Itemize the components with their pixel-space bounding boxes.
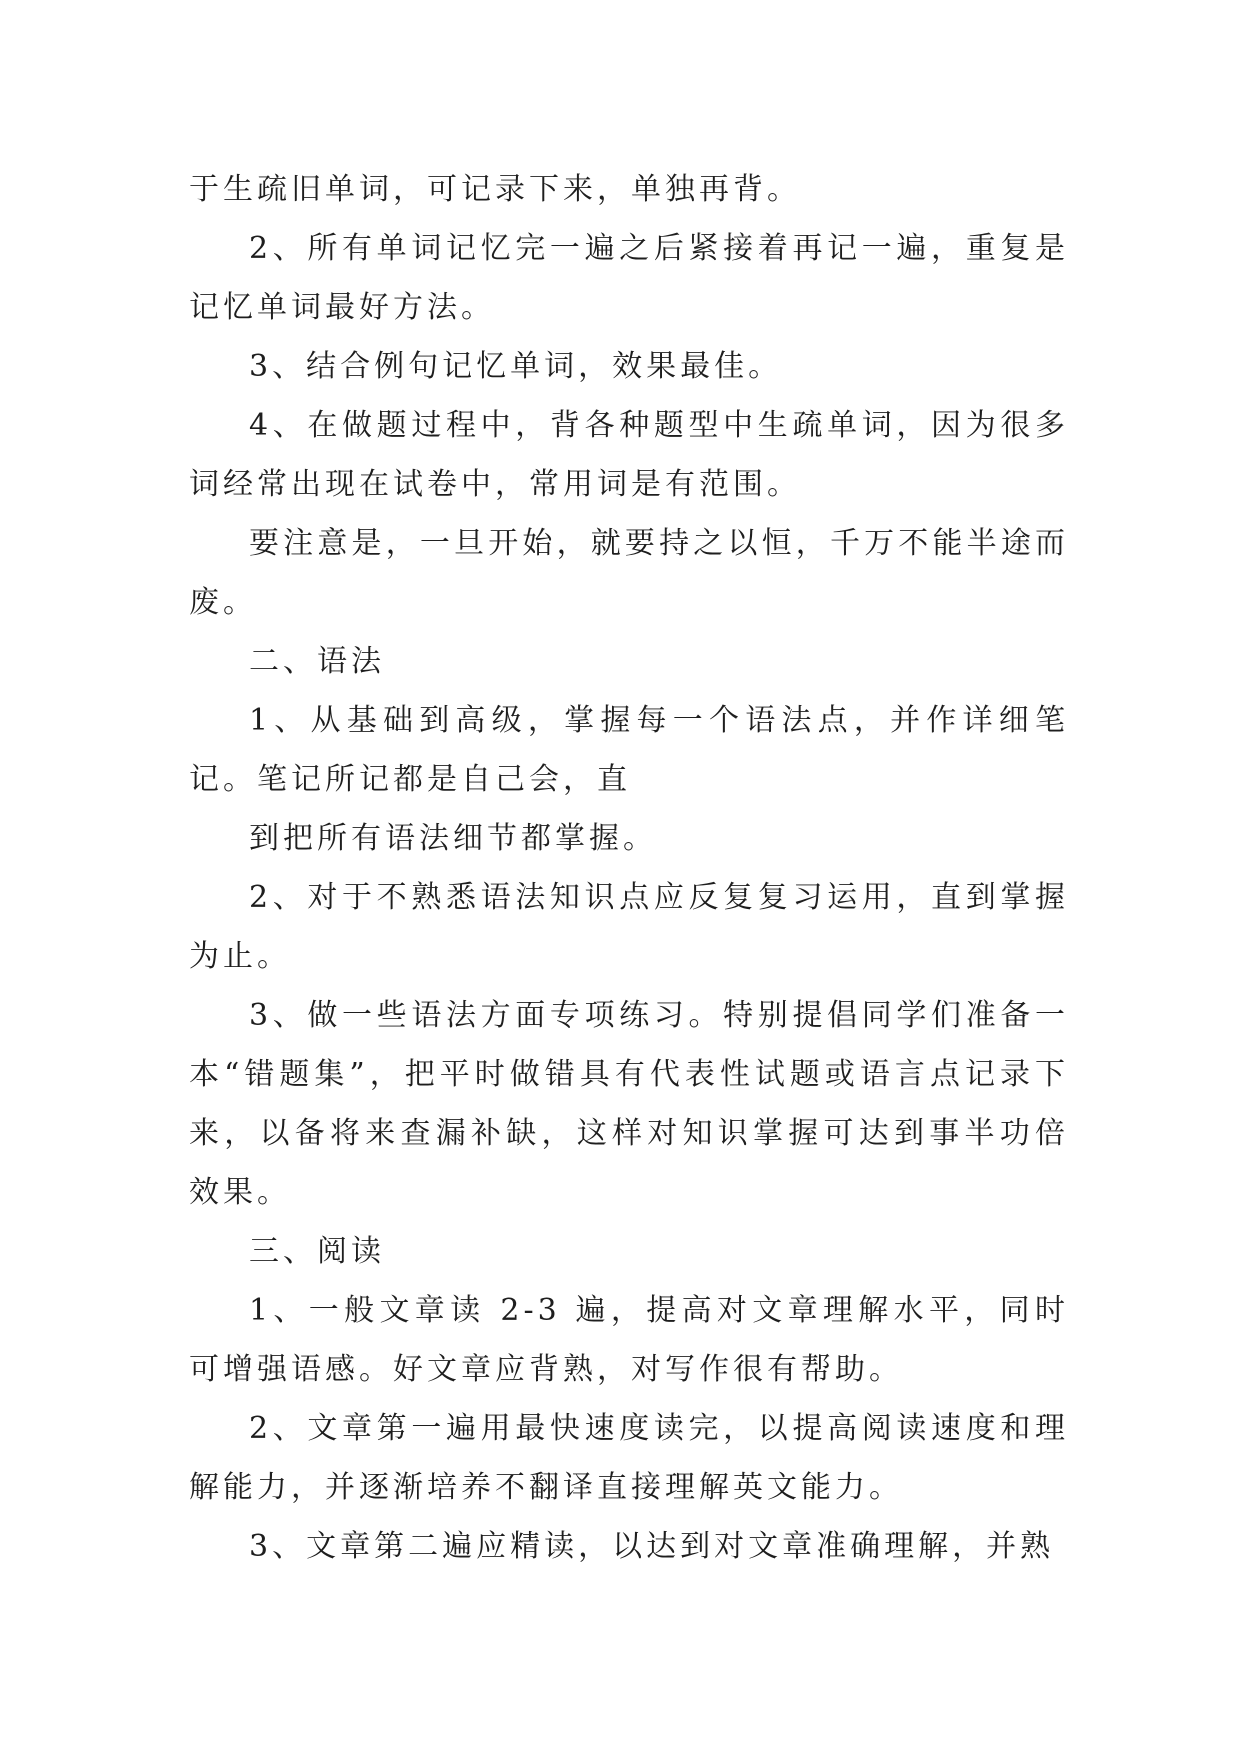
paragraph-7: 1、从基础到高级，掌握每一个语法点，并作详细笔记。笔记所记都是自己会，直: [189, 703, 1069, 797]
paragraph-10: 3、做一些语法方面专项练习。特别提倡同学们准备一本“错题集”，把平时做错具有代表性试题或语言点记录下来，以备将来查漏补缺，这样对知识掌握可达到事半功倍效果。: [189, 998, 1069, 1210]
document-body: [189, 160, 1069, 1576]
paragraph-13: 2、文章第一遍用最快速度读完，以提高阅读速度和理解能力，并逐渐培养不翻译直接理解英文能力。: [189, 1411, 1069, 1505]
paragraph-5: 要注意是，一旦开始，就要持之以恒，千万不能半途而废。: [189, 526, 1069, 620]
paragraph-9: 2、对于不熟悉语法知识点应反复复习运用，直到掌握为止。: [189, 880, 1069, 974]
paragraph-4: 4、在做题过程中，背各种题型中生疏单词，因为很多词经常出现在试卷中，常用词是有范围。: [189, 408, 1069, 502]
paragraph-2: 2、所有单词记忆完一遍之后紧接着再记一遍，重复是记忆单词最好方法。: [189, 231, 1069, 325]
section-heading-grammar: 二、语法: [249, 644, 385, 679]
section-heading-reading: 三、阅读: [249, 1234, 385, 1269]
paragraph-12: 1、一般文章读 2-3 遍，提高对文章理解水平，同时可增强语感。好文章应背熟，对写作很有帮助。: [189, 1293, 1069, 1387]
paragraph-1: 于生疏旧单词，可记录下来，单独再背。: [189, 172, 801, 207]
paragraph-14: 3、文章第二遍应精读，以达到对文章准确理解，并熟: [249, 1529, 1055, 1564]
paragraph-8: 到把所有语法细节都掌握。: [249, 821, 657, 856]
paragraph-3: 3、结合例句记忆单词，效果最佳。: [249, 349, 783, 384]
